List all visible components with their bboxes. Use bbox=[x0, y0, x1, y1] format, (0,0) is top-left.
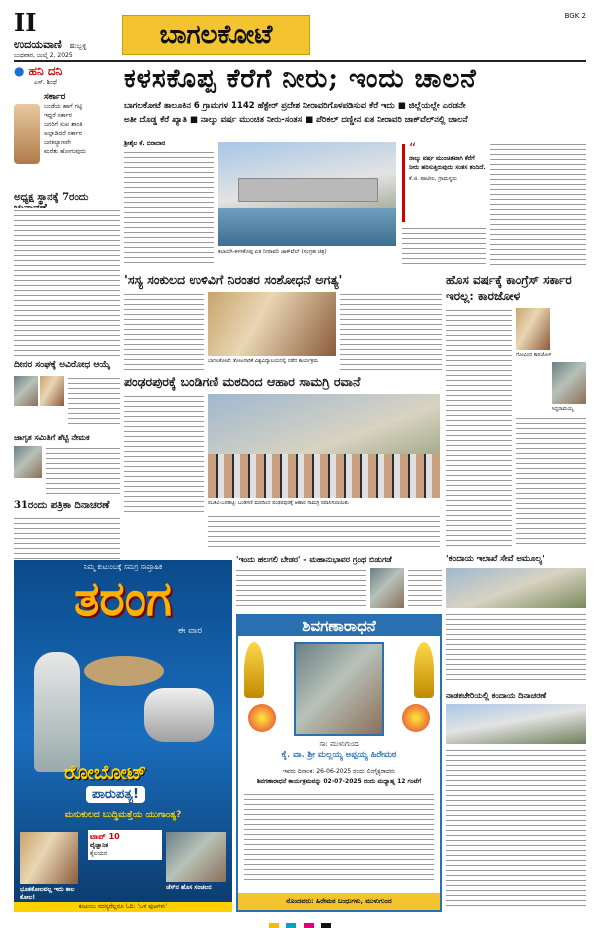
poem-illustration bbox=[14, 104, 40, 164]
lead-subhead-1: ಬಾಗಲಕೋಟೆ ತಾಲೂಕಿನ 6 ಗ್ರಾಮಗಳ 1142 ಹೆಕ್ಟೇರ್ ಪ್ರದೇಶ ನೀರಾವರಿಗೊಳಪಡಿಸುವ ಕೆರೆ ಇದು bbox=[124, 101, 395, 111]
paper-title: ಉದಯವಾಣಿ bbox=[14, 38, 62, 51]
pandharpur-caption: ರಬಕವಿ-ಬನಹಟ್ಟಿ: ಬಂಡಿಗಣಿ ಮಠದಿಂದ ಪಂಢರಪುರಕ್ಕೆ ಆಹಾರ ಸಾಮಗ್ರಿ ರವಾನಿಸಲಾಯಿತು bbox=[208, 500, 349, 506]
mid-body bbox=[340, 292, 442, 370]
right-body bbox=[446, 308, 512, 548]
kandaya-day-headline: ನಾಡಕಚೇರಿಯಲ್ಲಿ ಕಂದಾಯ ದಿನಾಚರಣೆ bbox=[446, 690, 547, 700]
top10-label: ಟಾಪ್ 10 bbox=[90, 832, 120, 841]
lead-photo-caption: ಕಲಾದಗಿ-ಕಳಸಕೊಪ್ಪ ಏತ ನೀರಾವರಿ ಜಾಕ್‌ವೆಲ್ (ಸಂಗ್ರಹ ಚಿತ್ರ) bbox=[218, 249, 327, 255]
person-photo bbox=[552, 362, 586, 404]
shiva-footer: ನೊಂದವರು: ಹಿರೇಮಠ ಬಂಧುಗಳು, ಮುಳುಗುಂದ bbox=[238, 893, 440, 910]
mid-body bbox=[124, 292, 204, 370]
shiva-place: ಸಾ: ಮುಳುಗುಂದ bbox=[319, 740, 359, 748]
taranga-question: ಮನುಕುಲದ ಬುದ್ಧಿಮತ್ತೆಯ ಯುಗಾಂತ್ಯ? bbox=[64, 810, 182, 820]
taranga-title: ತರಂಗ bbox=[73, 571, 173, 627]
person-photo bbox=[516, 308, 550, 350]
person-photo bbox=[14, 446, 42, 478]
story-title: ದೀನರ ಸಂಘಕ್ಕೆ ಅವಿರೋಧ ಆಯ್ಕೆ bbox=[14, 360, 111, 370]
shiva-body-lines bbox=[244, 792, 434, 884]
shivaganaradhane-ad bbox=[236, 614, 442, 912]
lead-body bbox=[402, 226, 486, 266]
pandharpur-body bbox=[208, 514, 440, 550]
poem-line: ಮರೆತು ಹೋಗುವುದು bbox=[44, 148, 86, 155]
masthead-rule bbox=[14, 60, 586, 62]
edition-mark: ಹುಬ್ಬಳ್ಳಿ bbox=[69, 42, 87, 50]
robot-illustration bbox=[34, 652, 80, 772]
water bbox=[218, 208, 396, 246]
lamp-icon bbox=[414, 642, 434, 698]
shiva-title: ಶಿವಗಣಾರಾಧನೆ bbox=[238, 616, 440, 636]
poem bbox=[44, 102, 120, 156]
poem-line: ಜನರಿಗೆ ಸುಖ ಶಾಂತಿ bbox=[44, 121, 83, 128]
mid-photo bbox=[208, 292, 336, 356]
quote-author: ಕೆ.ಜಿ. ಪಾಟೀಲ, ಗ್ರಾಮಸ್ಥರು bbox=[409, 176, 457, 182]
person-photo bbox=[40, 376, 64, 406]
portrait-photo bbox=[294, 642, 384, 736]
lead-body bbox=[124, 150, 214, 266]
bullet-icon: ■ bbox=[189, 115, 198, 125]
kandaya-day-body bbox=[446, 748, 586, 908]
person-name: ಗೋವಿಂದ ಕಾರಜೋಳ bbox=[516, 352, 552, 358]
masthead bbox=[14, 8, 586, 59]
lead-subhead bbox=[124, 101, 586, 111]
bullet-icon: ■ bbox=[305, 115, 314, 125]
crowd bbox=[208, 454, 440, 498]
person-name: ಸಿದ್ದರಾಮಯ್ಯ bbox=[552, 406, 574, 412]
right-body bbox=[516, 416, 586, 548]
taranga-chess: ಚೆಸ್‌ನ ಹೊಸ ಸಂಚಲನ bbox=[166, 884, 212, 891]
lead-subhead-3: ನಾಲ್ಕು ವರ್ಷ ಮುಂಚಿತ ನೀರು-ಸಂತಸ bbox=[200, 115, 303, 125]
lead-subhead bbox=[124, 115, 586, 125]
robot-sub: ಪಾರುಪತ್ಯ! bbox=[86, 786, 145, 803]
poem-title: ಸರ್ಕಾರ bbox=[44, 92, 66, 102]
kandaya-headline: 'ಕಂದಾಯ ಇಲಾಖೆ ಸೇವೆ ಅಮೂಲ್ಯ' bbox=[446, 554, 545, 564]
section-banner-label: ಬಾಗಲಕೋಟೆ bbox=[159, 20, 273, 50]
color-mark bbox=[304, 923, 314, 928]
lead-photo bbox=[218, 142, 396, 246]
shiva-body: ಶಿವಗಣಾರಾಧನೆ ಕಾರ್ಯಕ್ರಮವನ್ನು 02-07-2025 ರಂದು ಮಧ್ಯಾಹ್ನ 12 ಗಂಟೆಗೆ bbox=[256, 778, 422, 785]
quote-text: ನಾಲ್ಕು ವರ್ಷ ಮುಂಚಿತವಾಗಿ ಕೆರೆಗೆ ನೀರು ಹರಿಸುತ್ತಿರುವುದು ಸಂತಸ ತಂದಿದೆ. bbox=[409, 155, 486, 171]
color-mark bbox=[269, 923, 279, 928]
kandaya-body bbox=[446, 612, 586, 684]
bullet-icon: ■ bbox=[397, 101, 406, 111]
kandaya-story bbox=[446, 554, 586, 684]
top10-kailayana: ಕೈಲಯನ bbox=[90, 850, 108, 857]
dam-structure bbox=[238, 178, 378, 202]
color-mark bbox=[321, 923, 331, 928]
story-title: ಅಧ್ಯಕ್ಷ ಸ್ಥಾನಕ್ಕೆ 7ರಂದು bbox=[14, 192, 89, 203]
lead-headline: ಕಳಸಕೊಪ್ಪ ಕೆರೆಗೆ ನೀರು; ಇಂದು ಚಾಲನೆ bbox=[124, 64, 477, 94]
registration-marks bbox=[0, 914, 600, 924]
lead-subhead-1b: ಜಿಲ್ಲೆಯಲ್ಲೇ ಎರಡನೇ bbox=[408, 101, 466, 111]
taranga-thumb bbox=[166, 832, 226, 882]
honey-dani-header bbox=[14, 64, 120, 79]
lead-story bbox=[124, 64, 586, 268]
story-body bbox=[46, 446, 120, 496]
robot-title: ರೋಬೋಟ್ bbox=[64, 760, 147, 784]
kandaya-day-story bbox=[446, 690, 586, 910]
book-body bbox=[408, 568, 442, 608]
flower-icon bbox=[248, 704, 276, 732]
taranga-tagline: ನಿಮ್ಮ ಕುಟುಂಬಕ್ಕೆ ಸಮಗ್ರ ಸಾಪ್ತಾಹಿಕ bbox=[83, 563, 163, 571]
quote-icon: “ bbox=[409, 141, 417, 157]
robot-dog-illustration bbox=[144, 688, 214, 742]
story-body bbox=[14, 208, 120, 356]
taranga-ad bbox=[14, 560, 232, 912]
flower-icon bbox=[402, 704, 430, 732]
page-numeral: II bbox=[14, 8, 37, 37]
taranga-footer: ಕುಟುಂಬ ಸದಸ್ಯರೆಲ್ಲರೂ ಓದಿ: 'ಒಳ ಪುಟಗಳು' bbox=[14, 902, 232, 912]
poem-line: ಅಲ್ಲಾಡಿದರೆ ಸರ್ಕಾರ bbox=[44, 130, 82, 137]
poem-line: ಇದ್ದರೆ ಸರ್ಕಾರ bbox=[44, 112, 72, 119]
lead-subhead-2: ಅತೀ ದೊಡ್ಡ ಕೆರೆ ಖ್ಯಾತಿ bbox=[124, 115, 187, 125]
person-photo bbox=[370, 568, 404, 608]
lead-byline: ಶ್ರೀಶೈಲ ಕೆ. ಬಿರಾದಾರ bbox=[124, 140, 166, 147]
taranga-thumb bbox=[20, 832, 78, 884]
left-column bbox=[14, 64, 120, 554]
drop-icon: ● bbox=[14, 64, 25, 78]
honey-dani-title: ಹನಿ ದನಿ bbox=[28, 64, 63, 78]
taranga-bhoota: ಭೂತಕೋಲವಲ್ಲ ಇದು ಕಾಲ ಕೋಲ! bbox=[20, 886, 75, 901]
section-banner bbox=[122, 15, 310, 55]
story-title: ಜಾಗೃತ ಸಮಿತಿಗೆ ಶೆಟ್ಟಿ ನೇಮಕ bbox=[14, 432, 90, 442]
taranga-weekday: ಈ ವಾರ bbox=[177, 626, 202, 636]
pandharpur-story bbox=[124, 374, 442, 550]
pandharpur-photo bbox=[208, 394, 440, 498]
pandharpur-headline: ಪಂಢರಪುರಕ್ಕೆ ಬಂಡಿಗಣಿ ಮಠದಿಂದ ಆಹಾರ ಸಾಮಗ್ರಿ ರವಾನೆ bbox=[124, 374, 361, 389]
lead-subhead-4: ಪೆರಿಕಲ್ ದಣ್ಣೀನ ಏತ ನೀರಾವರಿ ಜಾಕ್‌ವೆಲ್‌ನಲ್ಲಿ ಚಾಲನೆ bbox=[316, 115, 468, 125]
mid-caption: ಬಾಗಲಕೋಟೆ: ತೋಟಗಾರಿಕೆ ವಿಶ್ವವಿದ್ಯಾಲಯದಲ್ಲಿ ನಡೆದ ಕಾರ್ಯಕ್ರಮ bbox=[208, 358, 318, 364]
lead-quote bbox=[402, 141, 486, 222]
kandaya-photo bbox=[446, 568, 586, 608]
book-story bbox=[236, 554, 442, 610]
top10-vaijnanika: ವೈಜ್ಞಾನಿಕ bbox=[90, 842, 109, 849]
right-headline: ಹೊಸ ವರ್ಷಕ್ಕೆ ಕಾಂಗ್ರೆಸ್ ಸರ್ಕಾರ ಇರಲ್ಲ: ಕಾರಜೋಳ bbox=[446, 273, 572, 303]
book-body bbox=[236, 568, 366, 608]
kandaya-day-photo bbox=[446, 704, 586, 744]
date-line: ಬುಧವಾರ, ಜುಲೈ 2, 2025 bbox=[14, 52, 73, 59]
right-story bbox=[446, 272, 586, 550]
lead-body bbox=[490, 142, 586, 266]
taranga-top10 bbox=[88, 830, 162, 860]
paper-name bbox=[14, 38, 87, 52]
person-photo bbox=[14, 376, 38, 406]
book-headline: 'ಇಂದು ಹಲಗಲಿ ಬೇಡರ' - ಮಹಾನುಭಾವರ ಗ್ರಂಥ ಬಿಡುಗಡೆ bbox=[236, 554, 392, 564]
eagle-illustration bbox=[84, 656, 164, 686]
shiva-body: ಇವರು ದಿನಾಂಕ: 26-06-2025 ರಂದು ಲಿಂಗೈಕ್ಯರಾದರು bbox=[282, 768, 396, 775]
pandharpur-body bbox=[124, 394, 204, 514]
story-title: 31ರಂದು ಪತ್ರಿಕಾ ದಿನಾಚರಣೆ bbox=[14, 500, 110, 511]
mid-headline: 'ಸಸ್ಯ ಸಂಕುಲದ ಉಳಿವಿಗೆ ನಿರಂತರ ಸಂಶೋಧನೆ ಅಗತ್ಯ' bbox=[124, 272, 343, 287]
poem-line: ಜನಕಲ್ಯಾಣವೇ bbox=[44, 139, 71, 146]
poem-line: ಬಂಡೆಯ ಹಾಗೆ ಗಟ್ಟಿ bbox=[44, 103, 83, 110]
mid-story bbox=[124, 272, 442, 372]
shiva-name: ಕೈ. ವಾ. ಶ್ರೀ ಮಲ್ಲಯ್ಯ ಅಪ್ಪಯ್ಯ ಹಿರೇಮಠ bbox=[281, 750, 397, 760]
color-mark bbox=[286, 923, 296, 928]
page-code: BGK 2 bbox=[564, 12, 586, 20]
lamp-icon bbox=[244, 642, 264, 698]
honey-dani-author: ಎಸ್. ಶಿಂಧೆ bbox=[34, 79, 57, 86]
story-body bbox=[68, 376, 120, 426]
